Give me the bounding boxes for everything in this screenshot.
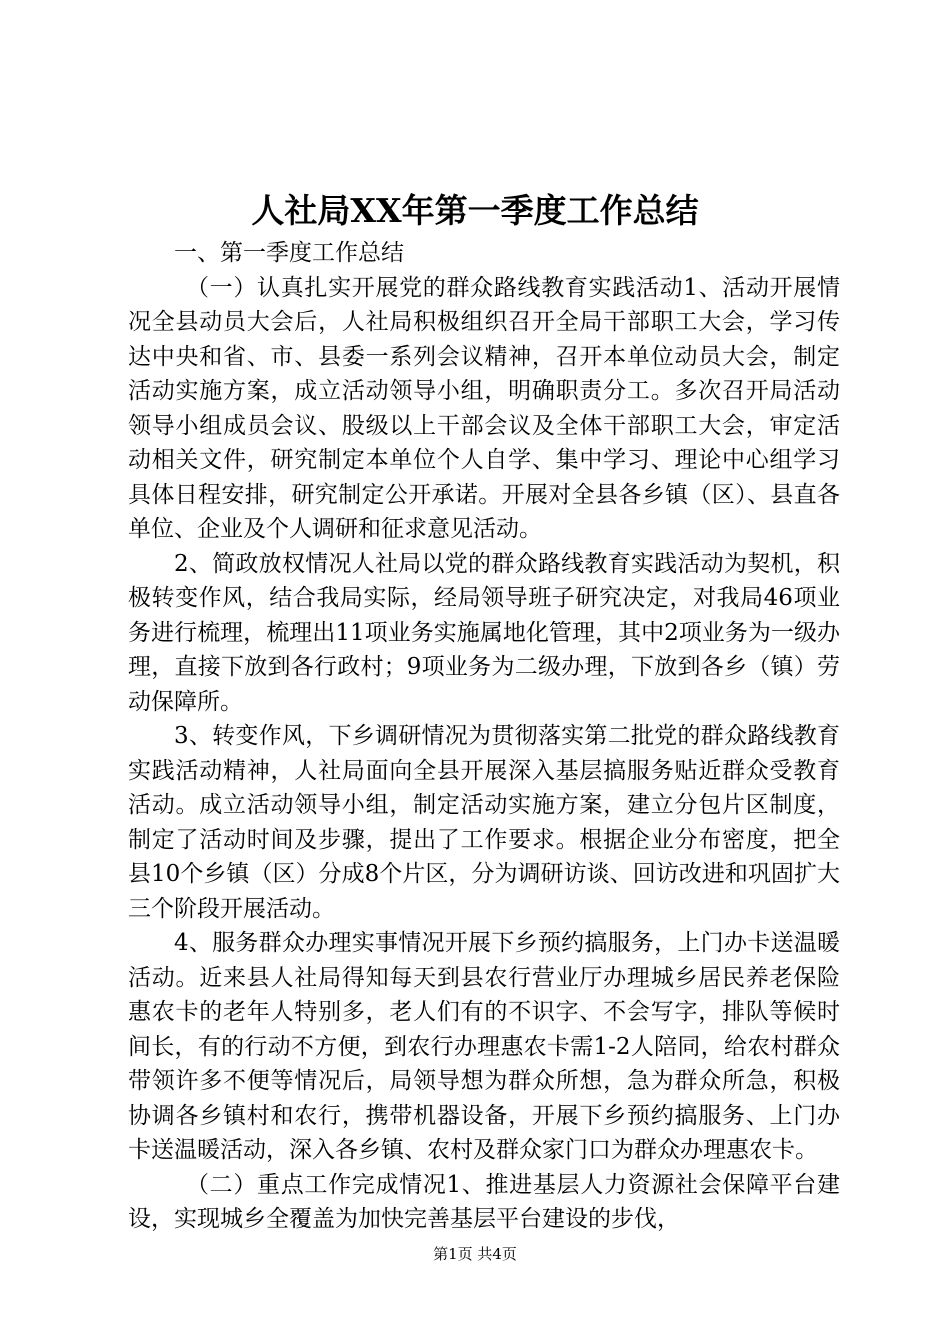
paragraph: （二）重点工作完成情况1、推进基层人力资源社会保障平台建设，实现城乡全覆盖为加快完善基层平台建设的步伐，	[128, 1171, 840, 1232]
page-number-footer: 第1页 共4页	[433, 1245, 517, 1263]
document-body	[128, 236, 840, 1237]
paragraph: 3、转变作风，下乡调研情况为贯彻落实第二批党的群众路线教育实践活动精神，人社局面向全县开展深入基层搞服务贴近群众受教育活动。成立活动领导小组，制定活动实施方案，建立分包片区制度，制定了活动时间及步骤，提出了工作要求。根据企业分布密度，把全县10个乡镇（区）分成8个片区，分为调研访谈、回访改进和巩固扩大三个阶段开展活动。	[128, 723, 840, 922]
document-title: 人社局XX年第一季度工作总结	[251, 191, 699, 230]
paragraph: 2、简政放权情况人社局以党的群众路线教育实践活动为契机，积极转变作风，结合我局实际，经局领导班子研究决定，对我局46项业务进行梳理，梳理出11项业务实施属地化管理，其中2项业务为一级办理，直接下放到各行政村；9项业务为二级办理，下放到各乡（镇）劳动保障所。	[128, 550, 840, 715]
paragraph: （一）认真扎实开展党的群众路线教育实践活动1、活动开展情况全县动员大会后，人社局积极组织召开全局干部职工大会，学习传达中央和省、市、县委一系列会议精神，召开本单位动员大会，制定活动实施方案，成立活动领导小组，明确职责分工。多次召开局活动领导小组成员会议、股级以上干部会议及全体干部职工大会，审定活动相关文件，研究制定本单位个人自学、集中学习、理论中心组学习具体日程安排，研究制定公开承诺。开展对全县各乡镇（区）、县直各单位、企业及个人调研和征求意见活动。	[128, 274, 840, 542]
section-heading: 一、第一季度工作总结	[174, 240, 404, 266]
paragraph: 4、服务群众办理实事情况开展下乡预约搞服务，上门办卡送温暖活动。近来县人社局得知每天到县农行营业厅办理城乡居民养老保险惠农卡的老年人特别多，老人们有的不识字、不会写字，排队等候时间长，有的行动不方便，到农行办理惠农卡需1-2人陪同，给农村群众带领许多不便等情况后，局领导想为群众所想，急为群众所急，积极协调各乡镇村和农行，携带机器设备，开展下乡预约搞服务、上门办卡送温暖活动，深入各乡镇、农村及群众家门口为群众办理惠农卡。	[128, 930, 840, 1163]
